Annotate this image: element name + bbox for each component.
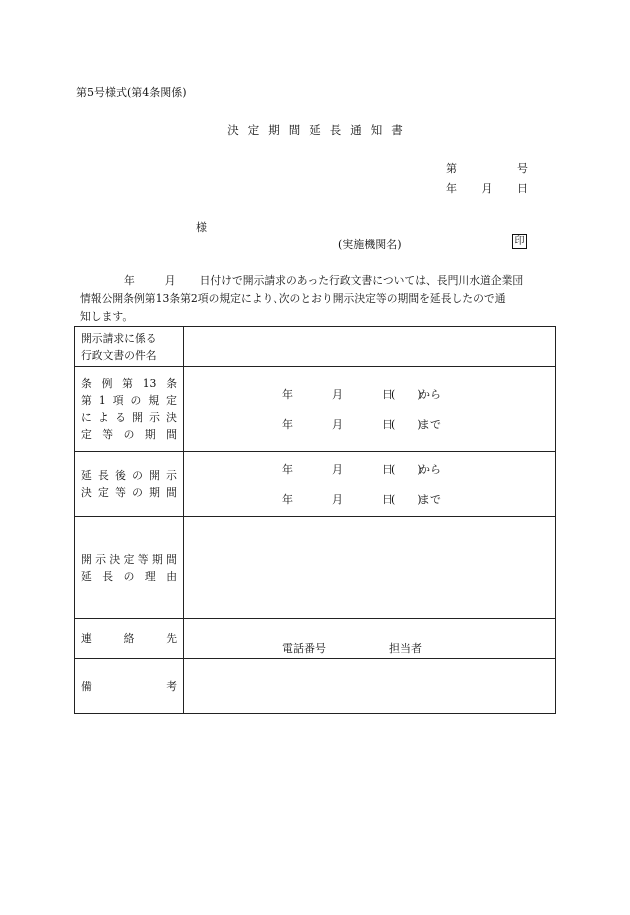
body-line-3: 知します。 [80, 310, 134, 323]
ext-until-day: 日 [382, 493, 393, 506]
label-original-period-line-1: 条 例 第 13 条 [81, 377, 177, 390]
seal-box: 印 [512, 234, 527, 249]
ext-from-weekday: ( ) [391, 463, 422, 476]
from-month: 月 [332, 388, 343, 401]
body-month: 月 [164, 274, 176, 287]
person-label: 担当者 [389, 641, 422, 655]
until-day: 日 [382, 418, 393, 431]
field-contact[interactable] [184, 619, 556, 659]
until-year: 年 [282, 418, 293, 431]
until-month: 月 [332, 418, 343, 431]
label-subject-line-1: 開示請求に係る [81, 331, 157, 345]
date-day: 日 [517, 182, 528, 195]
label-extended-period-line-1: 延 長 後 の 開 示 [81, 469, 177, 482]
label-extended-period-line-2: 決 定 等 の 期 間 [81, 486, 177, 499]
addressee-suffix: 様 [196, 221, 207, 234]
contact-inner [184, 620, 555, 658]
body-year: 年 [124, 274, 135, 287]
form-table [74, 326, 556, 714]
date-line-until [184, 409, 555, 439]
document-title: 決定期間延長通知書 [227, 123, 412, 137]
row-remarks [75, 659, 556, 714]
row-extended-period [75, 452, 556, 517]
field-reason[interactable] [184, 517, 556, 619]
from-suffix: から [419, 388, 441, 401]
date-month: 月 [481, 182, 493, 195]
ext-date-line-from [184, 454, 555, 484]
label-subject-line-2: 行政文書の件名 [81, 348, 157, 362]
ext-from-month: 月 [332, 463, 343, 476]
label-remarks [75, 659, 184, 714]
label-contact-text: 連 絡 先 [81, 632, 177, 645]
doc-number-go: 号 [517, 162, 528, 175]
organization-name: (実施機関名) [338, 238, 402, 251]
ext-until-year: 年 [282, 493, 293, 506]
row-contact [75, 619, 556, 659]
field-original-period[interactable] [184, 367, 556, 452]
field-extended-period[interactable] [184, 452, 556, 517]
doc-number-dai: 第 [446, 162, 457, 175]
ext-until-month: 月 [332, 493, 343, 506]
body-text [76, 272, 558, 326]
form-number: 第5号様式(第4条関係) [76, 86, 187, 99]
row-original-period [75, 367, 556, 452]
field-remarks[interactable] [184, 659, 556, 714]
label-subject [75, 327, 184, 367]
label-original-period [75, 367, 184, 452]
row-subject [75, 327, 556, 367]
label-original-period-line-3: に よ る 開 示 決 [81, 411, 177, 424]
until-weekday: ( ) [391, 418, 422, 431]
label-extended-period [75, 452, 184, 517]
label-reason [75, 517, 184, 619]
phone-label: 電話番号 [282, 641, 326, 655]
label-original-period-line-4: 定 等 の 期 間 [81, 428, 177, 441]
body-line-2: 情報公開条例第13条第2項の規定により､次のとおり開示決定等の期間を延長したので通 [80, 292, 506, 305]
field-subject[interactable] [184, 327, 556, 367]
ext-until-suffix: まで [419, 493, 441, 506]
until-suffix: まで [419, 418, 441, 431]
row-reason [75, 517, 556, 619]
body-line-1 [76, 272, 558, 290]
label-reason-line-1: 開 示 決 定 等 期 間 [81, 552, 177, 566]
from-weekday: ( ) [391, 388, 422, 401]
ext-from-day: 日 [382, 463, 393, 476]
ext-until-weekday: ( ) [391, 493, 422, 506]
ext-from-suffix: から [419, 463, 441, 476]
document-date [446, 180, 528, 196]
ext-from-year: 年 [282, 463, 293, 476]
date-line-from [184, 379, 555, 409]
body-line-1-rest: 日付けで開示請求のあった行政文書については、長門川水道企業団 [199, 274, 524, 287]
label-reason-line-2: 延 長 の 理 由 [81, 569, 177, 583]
from-year: 年 [282, 388, 293, 401]
ext-date-line-until [184, 484, 555, 514]
document-number [446, 160, 528, 176]
label-contact [75, 619, 184, 659]
date-year: 年 [446, 182, 457, 195]
label-remarks-text: 備 考 [81, 679, 177, 693]
from-day: 日 [382, 388, 393, 401]
label-original-period-line-2: 第 1 項 の 規 定 [81, 394, 177, 407]
